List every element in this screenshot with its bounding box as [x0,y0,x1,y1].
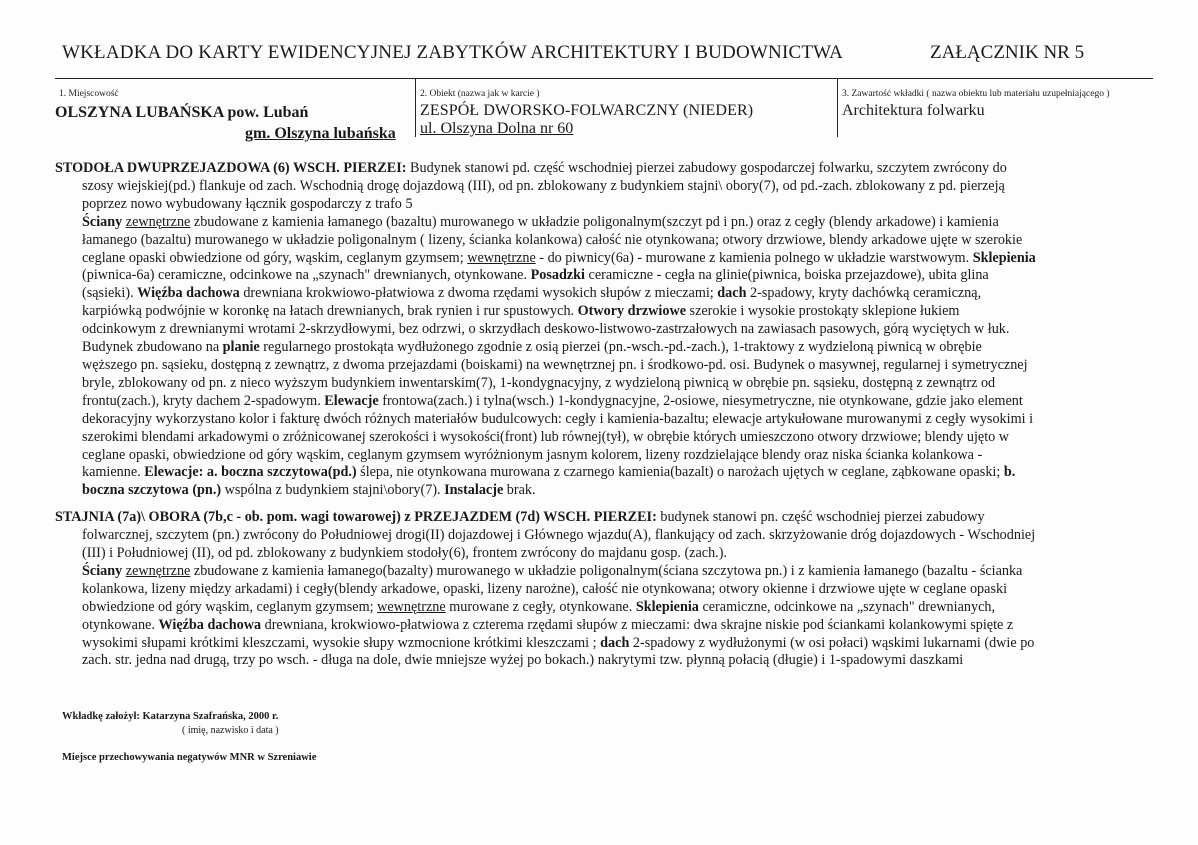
fields-grid [55,78,1153,142]
text-line: obwiedzione od góry wąskim, ceglanym gzymsem; wewnętrzne murowane z cegły, otynkowane. Sklepienia ceramiczne, odcinkowe na „szynach" drewnianych, [82,598,996,615]
content-label: 3. Zawartość wkładki ( nazwa obiektu lub materiału uzupełniającego ) [842,89,1110,99]
negatives-location: Miejsce przechowywania negatywów MNR w Szreniawie [62,752,317,763]
text-line: Ściany zewnętrzne zbudowane z kamienia łamanego (bazaltu) murowanego w układzie poligonalnym(szczyt pd i pn.) oraz z cegły (blendy arkadowe) i kamienia [82,213,999,230]
text-line: (piwnica-6a) ceramiczne, odcinkowe na „szynach" drewnianych, otynkowane. Posadzki ceramiczne - cegła na glinie(piwnica, boiska przejazdowe), ubita glina [82,267,989,284]
text-line: ceglane opaski obwiedzione od góry, wąskim, ceglanym gzymsem; wewnętrzne - do piwnicy(6a) - murowane z kamienia polnego w układzie warstwowym. Sklepienia [82,249,1036,266]
text-line: szosy wiejskiej(pd.) flankuje od zach. Wschodnią drogę dojazdową (III), od pn. zblokowany z budynkiem stajni\ obory(7), od pd.-zach. zblokowany z pd. pierzeją [82,177,1005,194]
object-cell [415,79,838,137]
text-line: karpiówką podwójnie w koronkę na łatach drewnianych, brak rynien i rur spustowych. Otwory drzwiowe szerokie i wysokie prostokąty sklepione łukiem [82,303,960,320]
section-barn [55,160,1155,500]
text-line: szerokimi blendami arkadowymi o zróżnicowanej szerokości i wysokości(front) lub równej(tył), w obrębie których umieszczono otwory drzwiowe; blendy ujęto w [82,428,1010,445]
text-line: (III) i Południowej (II), od pd. zblokowany z budynkiem stodoły(6), frontem zwrócony do majdanu gosp. (zach.). [82,545,727,562]
text-line: poprzez nowo wybudowany łącznik gospodarczy z trafo 5 [82,195,413,212]
text-line: boczna szczytowa (pn.) wspólna z budynkiem stajni\obory(7). Instalacje brak. [82,482,536,499]
object-value: ZESPÓŁ DWORSKO-FOLWARCZNY (NIEDER) [420,102,754,119]
commune-value: gm. Olszyna lubańska [245,125,396,142]
text-line: otynkowane. Więźba dachowa drewniana, krokwiowo-płatwiowa z czterema rzędami słupów z mieczami: dwa skrajne niskie pod ściankami kolankowymi spięte z [82,616,1014,633]
text-line: (sąsieki). Więźba dachowa drewniana krokwiowo-płatwiowa z dwoma rzędami wysokich słupów z mieczami; dach 2-spadowy, kryty dachówką ceramiczną, [82,285,982,302]
locality-cell [55,79,415,142]
text-line: kolankowa, lizeny między arkadami) i cegły(blendy arkadowe, opaski, lizeny narożne), całość nie otynkowana; otwory okienne i drzwiowe ujęte w ceglane opaski [82,580,1008,597]
text-line: bryle, zblokowany od pn. z nieco wyższym budynkiem inwentarskim(7), 1-kondygnacyjny, z wydzieloną piwnicą w obrębie pn. sąsieku, dostępną z zewnątrz od [82,374,996,391]
annex-number: ZAŁĄCZNIK NR 5 [930,42,1085,63]
document-body [55,160,1155,670]
text-line: ceglane opaski, obwiedzione od góry wąskim, ceglanym gzymsem wyróżnionym jasnym kolorem, lizeny rozdzielające blendy oraz niska ścianka kolankowa - [82,446,983,463]
object-address: ul. Olszyna Dolna nr 60 [420,120,574,137]
locality-value: OLSZYNA LUBAŃSKA pow. Lubań [55,104,309,121]
author-line: Wkładkę założył: Katarzyna Szafrańska, 2000 r. [62,711,279,722]
text-line: łamanego (bazaltu) murowanego w układzie poligonalnym ( lizeny, ścianka kolankowa) całość nie otynkowana; otwory drzwiowe, blendy arkadowe ujęte w szerokie [82,231,1023,248]
text-line: Budynek zbudowano na planie regularnego prostokąta wydłużonego zgodnie z osią pierzei (pn.-wsch.-pd.-zach.), 1-traktowy z wydzieloną piwnicą w obrębie [82,339,982,356]
text-line: kamienne. Elewacje: a. boczna szczytowa(pd.) ślepa, nie otynkowana murowana z czarnego kamienia(bazalt) o narożach ujętych w ceglane, ząbkowane opaski; b. [82,464,1016,481]
object-label: 2. Obiekt (nazwa jak w karcie ) [420,89,540,99]
text-line: Ściany zewnętrzne zbudowane z kamienia łamanego(bazalty) murowanego w układzie poligonalnym(ściana szczytowa pn.) i z kamienia łamanego (bazaltu - ścianka [82,562,1023,579]
content-value: Architektura folwarku [842,102,985,119]
text-line: frontu(zach.), kryty dachem 2-spadowym. Elewacje frontowa(zach.) i tylna(wsch.) 1-kondygnacyjne, 2-osiowe, niesymetryczne, nie otynkowane, gdzie jako element [82,392,1023,409]
text-line: odcinkowym z drewnianymi wrotami 2-skrzydłowymi, bez odrzwi, o skrzydłach deskowo-listwowo-zastrzałowych na zawiasach pasowych, górą wyciętych w łuk. [82,321,1010,338]
text-line: STAJNIA (7a)\ OBORA (7b,c - ob. pom. wagi towarowej) z PRZEJAZDEM (7d) WSCH. PIERZEI: budynek stanowi pn. część wschodniej pierzei zabudowy [55,509,985,526]
locality-label: 1. Miejscowość [59,89,119,99]
section-stable [55,509,1155,670]
content-cell [837,79,1154,137]
text-line: dekoracyjny wykorzystano kolor i fakturę dwóch różnych materiałów budulcowych: cegły i kamienia-bazaltu; elewacje artykułowane murowanymi z cegły wysokimi i [82,410,1034,427]
text-line: STODOŁA DWUPRZEJAZDOWA (6) WSCH. PIERZEI: Budynek stanowi pd. część wschodniej pierzei zabudowy gospodarczej folwarku, szczytem zwrócony do [55,160,1007,176]
header-title: WKŁADKA DO KARTY EWIDENCYJNEJ ZABYTKÓW ARCHITEKTURY I BUDOWNICTWA [62,42,844,63]
text-line: zach. str. jedna nad drugą, trzy po wsch. - długa na dole, dwie mniejsze wyżej po bokach.) nakrytymi tzw. płynną połacią (długie) i 1-spadowymi daszkami [82,652,964,669]
text-line: wysokimi słupami krótkimi kleszczami, wysokie słupy wzmocnione krótkimi kleszczami ; dach 2-spadowy z wydłużonymi (w osi połaci) wąskimi lukarnami (dwie po [82,634,1035,651]
text-line: folwarcznej, szczytem (pn.) zwrócony do Południowej drogi(II) dojazdowej i Głównego wjazdu(A), flankujący od zach. skrzyżowanie dróg dojazdowych - Wschodniej [82,527,1036,544]
text-line: węższego pn. sąsieku, dostępną z zewnątrz, z dwoma przejazdami (boiskami) na wewnętrznej pn. i środkowo-pd. osi. Budynek o masywnej, regularnej i symetrycznej [82,356,1028,373]
author-hint: ( imię, nazwisko i data ) [182,725,279,736]
